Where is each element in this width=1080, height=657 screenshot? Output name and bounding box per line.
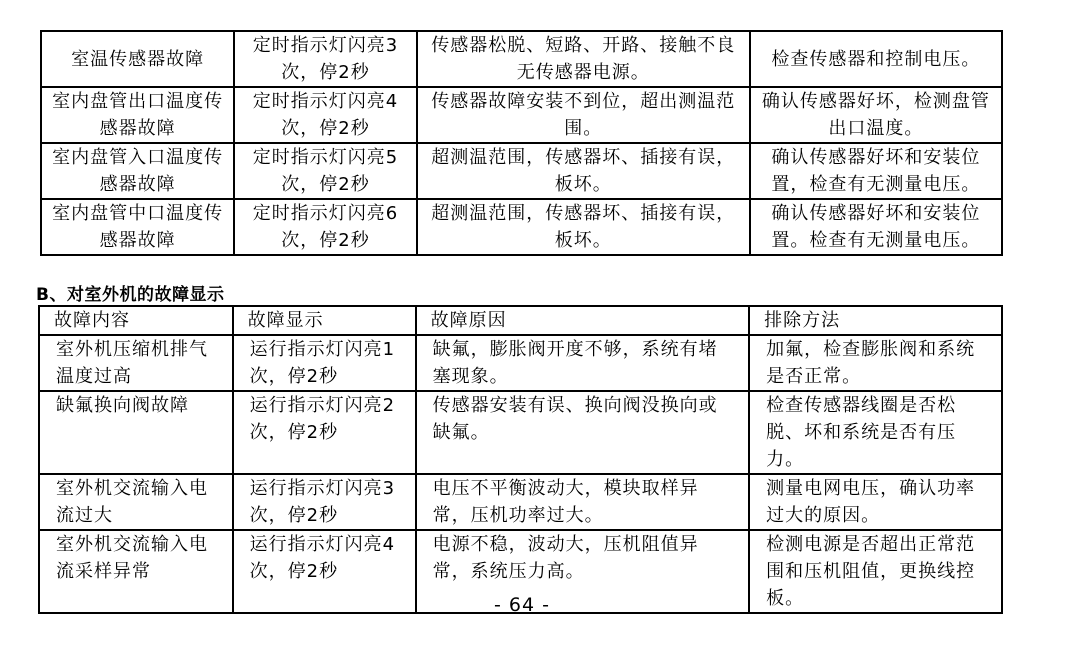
fault-cause-cell: 缺氟，膨胀阀开度不够，系统有堵塞现象。 (416, 335, 750, 391)
fault-cause-cell: 传感器安装有误、换向阀没换向或缺氟。 (416, 391, 750, 474)
fault-cause-cell: 电压不平衡波动大，模块取样异常，压机功率过大。 (416, 474, 750, 530)
indoor-fault-table (40, 30, 1003, 256)
fault-cause-cell: 传感器松脱、短路、开路、接触不良无传感器电源。 (417, 31, 750, 87)
table-row (41, 31, 1002, 87)
fault-display-cell: 定时指示灯闪亮4次，停2秒 (234, 87, 417, 143)
fault-solution-cell: 确认传感器好坏和安装位置。检查有无测量电压。 (750, 199, 1002, 255)
table-row (41, 143, 1002, 199)
fault-cause-cell: 电源不稳，波动大，压机阻值异常，系统压力高。 (416, 530, 750, 613)
column-header: 故障原因 (416, 306, 750, 335)
fault-display-cell: 运行指示灯闪亮4次，停2秒 (233, 530, 416, 613)
fault-content-cell: 室内盘管出口温度传感器故障 (41, 87, 234, 143)
fault-solution-cell: 检查传感器和控制电压。 (750, 31, 1002, 87)
fault-content-cell: 室外机交流输入电流过大 (39, 474, 233, 530)
fault-solution-cell: 确认传感器好坏，检测盘管出口温度。 (750, 87, 1002, 143)
column-header: 故障显示 (233, 306, 416, 335)
fault-cause-cell: 传感器故障安装不到位，超出测温范围。 (417, 87, 750, 143)
fault-cause-cell: 超测温范围，传感器坏、插接有误，板坏。 (417, 143, 750, 199)
fault-solution-cell: 检查传感器线圈是否松脱、坏和系统是否有压力。 (749, 391, 1002, 474)
column-header: 排除方法 (749, 306, 1002, 335)
fault-solution-cell: 测量电网电压，确认功率过大的原因。 (749, 474, 1002, 530)
section-title: B、对室外机的故障显示 (36, 285, 225, 305)
fault-solution-cell: 确认传感器好坏和安装位置，检查有无测量电压。 (750, 143, 1002, 199)
column-header: 故障内容 (39, 306, 233, 335)
fault-content-cell: 室外机压缩机排气温度过高 (39, 335, 233, 391)
fault-display-cell: 定时指示灯闪亮6次，停2秒 (234, 199, 417, 255)
fault-display-cell: 定时指示灯闪亮3次，停2秒 (234, 31, 417, 87)
outdoor-fault-table (38, 305, 1003, 614)
table-row (41, 87, 1002, 143)
fault-content-cell: 室内盘管入口温度传感器故障 (41, 143, 234, 199)
fault-content-cell: 缺氟换向阀故障 (39, 391, 233, 474)
table-header-row (39, 306, 1002, 335)
table-row (39, 391, 1002, 474)
fault-display-cell: 定时指示灯闪亮5次，停2秒 (234, 143, 417, 199)
table-row (39, 474, 1002, 530)
fault-solution-cell: 加氟，检查膨胀阀和系统是否正常。 (749, 335, 1002, 391)
fault-display-cell: 运行指示灯闪亮1次，停2秒 (233, 335, 416, 391)
fault-content-cell: 室温传感器故障 (41, 31, 234, 87)
table-row (41, 199, 1002, 255)
fault-solution-cell: 检测电源是否超出正常范围和压机阻值，更换线控板。 (749, 530, 1002, 613)
page-number: - 64 - (494, 594, 550, 616)
fault-display-cell: 运行指示灯闪亮3次，停2秒 (233, 474, 416, 530)
fault-content-cell: 室内盘管中口温度传感器故障 (41, 199, 234, 255)
fault-cause-cell: 超测温范围，传感器坏、插接有误，板坏。 (417, 199, 750, 255)
fault-display-cell: 运行指示灯闪亮2次，停2秒 (233, 391, 416, 474)
fault-content-cell: 室外机交流输入电流采样异常 (39, 530, 233, 613)
table-row (39, 335, 1002, 391)
